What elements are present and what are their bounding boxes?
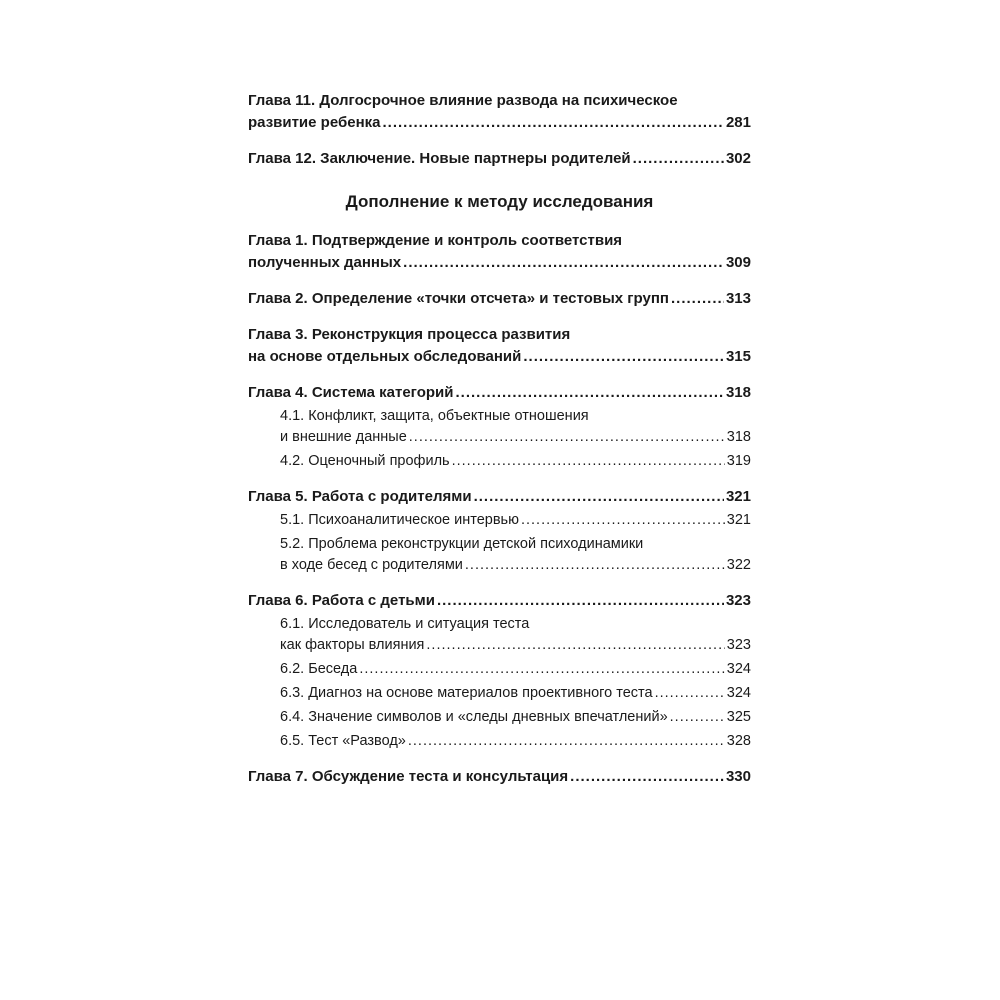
toc-entry-chapter-12 bbox=[248, 148, 751, 170]
toc-page-number: 330 bbox=[725, 768, 751, 785]
toc-subentry-6-4 bbox=[280, 707, 751, 728]
dot-leader bbox=[456, 382, 724, 404]
toc-page-number: 318 bbox=[725, 384, 751, 401]
toc-subentry-4-1 bbox=[280, 406, 751, 448]
toc-page-number: 323 bbox=[726, 637, 751, 653]
toc-page-number: 324 bbox=[726, 685, 751, 701]
toc-entry-title: Глава 5. Работа с родителями bbox=[248, 488, 472, 505]
toc-entry-title: Глава 12. Заключение. Новые партнеры родителей bbox=[248, 150, 631, 167]
toc-subentry-title: 6.3. Диагноз на основе материалов проективного теста bbox=[280, 685, 653, 701]
toc-entry-title: Глава 3. Реконструкция процесса развития bbox=[248, 326, 571, 343]
section-heading: Дополнение к методу исследования bbox=[345, 192, 654, 211]
dot-leader bbox=[359, 659, 724, 680]
dot-leader bbox=[408, 731, 725, 752]
dot-leader bbox=[633, 148, 724, 170]
toc-page-number: 315 bbox=[725, 348, 751, 365]
toc-subentry-title: 4.2. Оценочный профиль bbox=[280, 453, 450, 469]
toc-subentry-5-1 bbox=[280, 510, 751, 531]
dot-leader bbox=[465, 555, 725, 576]
toc-entry-appendix-chapter-7 bbox=[248, 766, 751, 788]
toc-entry-title: Глава 11. Долгосрочное влияние развода на психическое bbox=[248, 92, 678, 109]
toc-entry-title: Глава 7. Обсуждение теста и консультация bbox=[248, 768, 569, 785]
dot-leader bbox=[655, 683, 725, 704]
dot-leader bbox=[437, 590, 724, 612]
dot-leader bbox=[403, 252, 724, 274]
toc-entry-appendix-chapter-4 bbox=[248, 382, 751, 472]
table-of-contents bbox=[248, 90, 751, 802]
toc-page-number: 281 bbox=[725, 114, 751, 131]
toc-subentry-title: 6.2. Беседа bbox=[280, 661, 358, 677]
toc-entry-appendix-chapter-1 bbox=[248, 230, 751, 274]
toc-subentry-title: в ходе бесед с родителями bbox=[280, 557, 463, 573]
dot-leader bbox=[570, 766, 724, 788]
dot-leader bbox=[521, 510, 725, 531]
dot-leader bbox=[426, 635, 724, 656]
dot-leader bbox=[671, 288, 724, 310]
toc-page-number: 323 bbox=[725, 592, 751, 609]
toc-subentry-title: и внешние данные bbox=[280, 429, 407, 445]
toc-subentry-6-5 bbox=[280, 731, 751, 752]
toc-page-number: 322 bbox=[726, 557, 751, 573]
toc-page-number: 318 bbox=[726, 429, 751, 445]
toc-page-number: 309 bbox=[725, 254, 751, 271]
toc-page-number: 319 bbox=[726, 453, 751, 469]
dot-leader bbox=[474, 486, 724, 508]
toc-subentry-6-3 bbox=[280, 683, 751, 704]
toc-entry-title: на основе отдельных обследований bbox=[248, 348, 522, 365]
toc-subentry-title: 5.1. Психоаналитическое интервью bbox=[280, 512, 519, 528]
toc-subentry-title: 6.5. Тест «Развод» bbox=[280, 733, 406, 749]
toc-subentry-title: 5.2. Проблема реконструкции детской психодинамики bbox=[280, 536, 644, 552]
dot-leader bbox=[523, 346, 724, 368]
dot-leader bbox=[452, 451, 725, 472]
toc-subentry-4-2 bbox=[280, 451, 751, 472]
toc-page-number: 328 bbox=[726, 733, 751, 749]
toc-subentry-title: 6.1. Исследователь и ситуация теста bbox=[280, 616, 530, 632]
toc-entry-title: Глава 2. Определение «точки отсчета» и тестовых групп bbox=[248, 290, 669, 307]
toc-subentry-6-1 bbox=[280, 614, 751, 656]
toc-subentry-title: 4.1. Конфликт, защита, объектные отношения bbox=[280, 408, 589, 424]
toc-page-number: 321 bbox=[725, 488, 751, 505]
toc-page-number: 302 bbox=[725, 150, 751, 167]
toc-entry-chapter-11 bbox=[248, 90, 751, 134]
toc-entry-title: полученных данных bbox=[248, 254, 402, 271]
toc-page-number: 324 bbox=[726, 661, 751, 677]
toc-page-number: 325 bbox=[726, 709, 751, 725]
dot-leader bbox=[409, 427, 725, 448]
toc-entry-appendix-chapter-6 bbox=[248, 590, 751, 752]
toc-entry-title: Глава 6. Работа с детьми bbox=[248, 592, 435, 609]
dot-leader bbox=[383, 112, 724, 134]
toc-entry-appendix-chapter-2 bbox=[248, 288, 751, 310]
toc-subentry-title: как факторы влияния bbox=[280, 637, 425, 653]
toc-subentry-5-2 bbox=[280, 534, 751, 576]
toc-page-number: 313 bbox=[725, 290, 751, 307]
toc-page-number: 321 bbox=[726, 512, 751, 528]
toc-entry-appendix-chapter-3 bbox=[248, 324, 751, 368]
toc-entry-appendix-chapter-5 bbox=[248, 486, 751, 576]
toc-entry-title: развитие ребенка bbox=[248, 114, 381, 131]
toc-entry-title: Глава 1. Подтверждение и контроль соответствия bbox=[248, 232, 623, 249]
toc-subentry-6-2 bbox=[280, 659, 751, 680]
toc-subentry-title: 6.4. Значение символов и «следы дневных впечатлений» bbox=[280, 709, 668, 725]
toc-entry-title: Глава 4. Система категорий bbox=[248, 384, 454, 401]
dot-leader bbox=[670, 707, 725, 728]
